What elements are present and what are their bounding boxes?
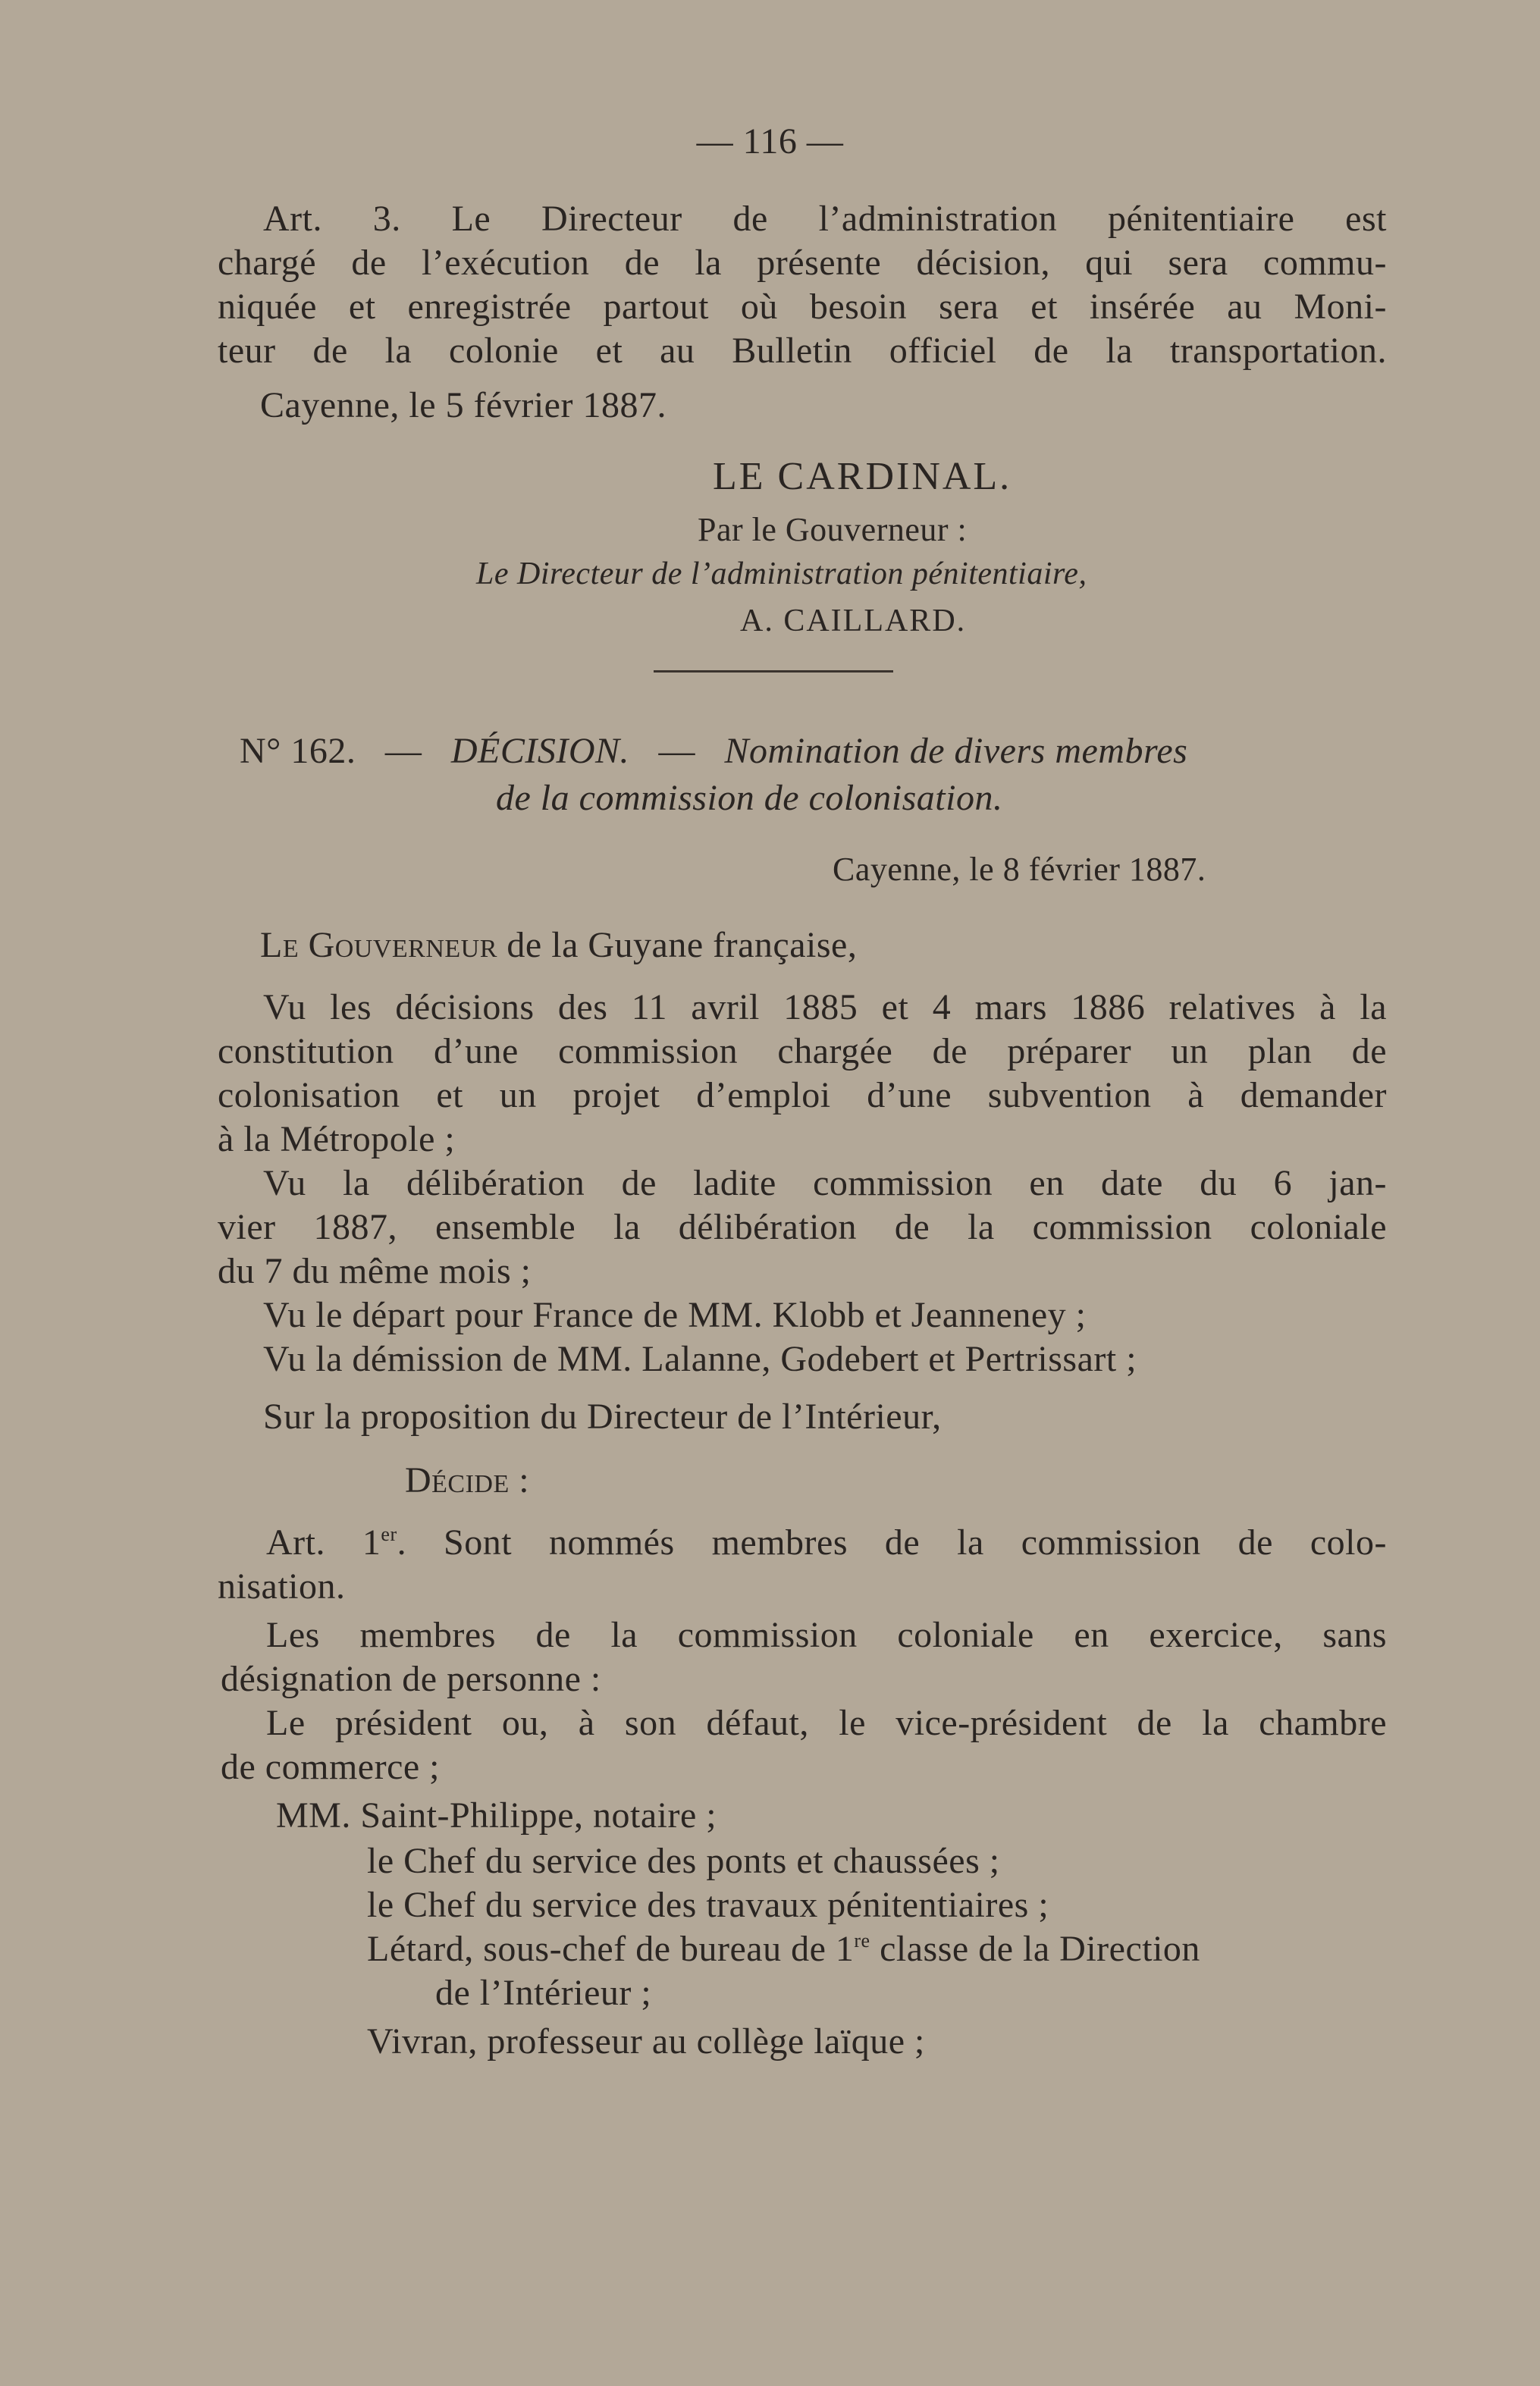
signatory-name: A. CAILLARD. <box>740 604 967 638</box>
mm-item-ponts: le Chef du service des ponts et chaussées ; <box>367 1841 1000 1881</box>
mm-item-vivran: Vivran, professeur au collège laïque ; <box>367 2021 925 2061</box>
letard-superscript: re <box>854 1930 870 1952</box>
consideration-line-4: à la Métropole ; <box>218 1119 456 1159</box>
decision-authority <box>260 923 857 967</box>
members-line-2: désignation de personne : <box>221 1659 601 1699</box>
members-line-3: Le président ou, à son défaut, le vice-président de la chambre <box>266 1703 1387 1743</box>
letard-rest: classe de la Direction <box>870 1929 1200 1969</box>
mm-item-letard <box>367 1927 1200 1971</box>
mm-prefix: MM. <box>276 1795 351 1836</box>
consideration-line-7: du 7 du même mois ; <box>218 1251 532 1291</box>
art1-rest: . Sont nommés membres de la commission de colo- <box>397 1522 1387 1563</box>
heading-dash-2: — <box>658 731 696 771</box>
mm-first-member <box>276 1794 717 1838</box>
decision-number: N° 162. <box>240 731 356 771</box>
art1-superscript: er <box>381 1523 397 1545</box>
art3-line-1: Art. 3. Le Directeur de l’administration pénitentiaire est <box>263 199 1387 239</box>
mm-item-letard-line-2: de l’Intérieur ; <box>435 1973 652 2013</box>
art3-line-3: niquée et enregistrée partout où besoin sera et insérée au Moni- <box>218 287 1387 327</box>
heading-dash-1: — <box>384 731 422 771</box>
decision-label: DÉCISION. <box>450 731 630 771</box>
authority-title: Le Gouverneur <box>260 925 497 965</box>
consideration-line-6: vier 1887, ensemble la délibération de la commission coloniale <box>218 1207 1387 1247</box>
decision-date: Cayenne, le 8 février 1887. <box>833 851 1206 888</box>
decision-heading <box>240 729 1187 773</box>
page-number: — 116 — <box>696 121 844 161</box>
mm-item-travaux: le Chef du service des travaux pénitentiaires ; <box>367 1885 1049 1925</box>
art1-prefix: Art. 1 <box>266 1522 381 1563</box>
signatory-role: Le Directeur de l’administration pénitentiaire, <box>476 557 1087 591</box>
consideration-line-3: colonisation et un projet d’emploi d’une subvention à demander <box>218 1075 1387 1115</box>
art3-date: Cayenne, le 5 février 1887. <box>260 385 666 425</box>
members-line-4: de commerce ; <box>221 1747 441 1787</box>
art1-line-1 <box>266 1521 1387 1565</box>
consideration-line-5: Vu la délibération de ladite commission en date du 6 jan- <box>263 1163 1387 1203</box>
par-le-gouverneur: Par le Gouverneur : <box>698 511 968 548</box>
authority-rest: de la Guyane française, <box>497 925 858 965</box>
signer-name: LE CARDINAL. <box>713 455 1012 498</box>
art1-line-2: nisation. <box>218 1566 346 1607</box>
art3-line-4: teur de la colonie et au Bulletin officiel de la transportation. <box>218 331 1387 371</box>
consideration-line-2: constitution d’une commission chargée de préparer un plan de <box>218 1031 1387 1071</box>
consideration-line-9: Vu la démission de MM. Lalanne, Godebert et Pertrissart ; <box>263 1339 1137 1379</box>
consideration-line-10: Sur la proposition du Directeur de l’Intérieur, <box>263 1397 942 1437</box>
members-line-1: Les membres de la commission coloniale en exercice, sans <box>266 1615 1387 1655</box>
decision-title-1: Nomination de divers membres <box>724 731 1188 771</box>
letard-prefix: Létard, sous-chef de bureau de 1 <box>367 1929 855 1969</box>
mm-first: Saint-Philippe, notaire ; <box>350 1795 717 1836</box>
decision-title-2: de la commission de colonisation. <box>496 778 1003 818</box>
art3-line-2: chargé de l’exécution de la présente décision, qui sera commu- <box>218 243 1387 283</box>
consideration-line-1: Vu les décisions des 11 avril 1885 et 4 mars 1886 relatives à la <box>263 987 1387 1027</box>
section-divider <box>654 670 893 673</box>
consideration-line-8: Vu le départ pour France de MM. Klobb et Jeanneney ; <box>263 1295 1087 1335</box>
decide-heading: Décide : <box>405 1460 530 1500</box>
